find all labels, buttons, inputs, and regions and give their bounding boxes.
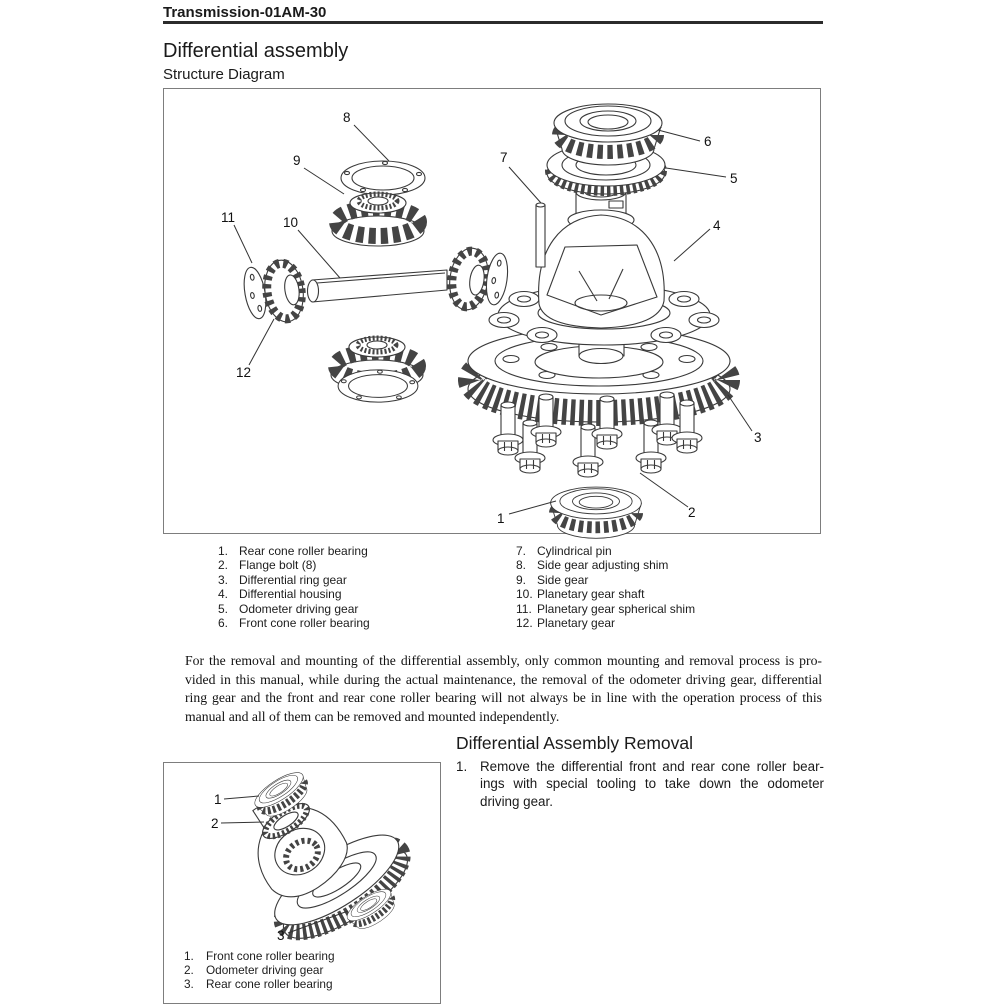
callout-3: 3 xyxy=(754,430,762,445)
callout-11: 11 xyxy=(221,210,236,225)
callout-6: 6 xyxy=(704,134,712,149)
paragraph-line: manual and all of them can be removed and mounted independently. xyxy=(185,709,560,725)
assembled-view-drawing xyxy=(164,763,438,945)
parts-list-right xyxy=(516,544,695,630)
part-12-planetary-gear xyxy=(261,258,307,325)
callout-4: 4 xyxy=(713,218,721,233)
part-8b-side-gear-adjusting-shim xyxy=(338,370,418,402)
list-item: 5. Odometer driving gear xyxy=(218,601,359,616)
page-title: Differential assembly xyxy=(163,40,349,62)
fig2-callout-3: 3 xyxy=(277,928,285,943)
step-text: Remove the differential front and rear cone roller bear- ings with special tooling to take down the odometer driving gear. xyxy=(480,759,824,809)
callout-8: 8 xyxy=(343,110,351,125)
paragraph-line: For the removal and mounting of the differential assembly, only common mounting and removal process is pro- xyxy=(185,653,822,668)
list-item: 3. Differential ring gear xyxy=(218,572,347,587)
list-item: 2. Odometer driving gear xyxy=(184,963,324,977)
callout-10: 10 xyxy=(283,215,299,230)
callout-2: 2 xyxy=(688,505,696,520)
list-item: 11. Planetary gear spherical shim xyxy=(516,601,696,616)
list-item: 8. Side gear adjusting shim xyxy=(516,558,669,573)
part-9-side-gear xyxy=(332,193,424,246)
removal-step-1 xyxy=(456,758,824,810)
callout-1: 1 xyxy=(497,511,505,526)
header-rule xyxy=(163,21,823,24)
part-7-cylindrical-pin xyxy=(536,203,545,267)
callout-9: 9 xyxy=(293,153,301,168)
fig2-parts-list xyxy=(184,949,335,991)
part-10-planetary-gear-shaft xyxy=(308,270,448,302)
part-12b-planetary-gear xyxy=(446,246,492,313)
part-6-front-cone-roller-bearing xyxy=(554,104,662,165)
part-1-rear-cone-roller-bearing xyxy=(551,487,642,538)
list-item: 1. Rear cone roller bearing xyxy=(218,544,368,558)
parts-list-left xyxy=(218,544,370,630)
structure-diagram-figure xyxy=(163,88,821,534)
list-item: 7. Cylindrical pin xyxy=(516,544,612,558)
list-item: 10. Planetary gear shaft xyxy=(516,587,645,602)
doc-code: Transmission-01AM-30 xyxy=(163,4,327,21)
intro-paragraph xyxy=(185,652,822,727)
list-item: 9. Side gear xyxy=(516,572,589,587)
callout-12: 12 xyxy=(236,365,252,380)
removal-heading: Differential Assembly Removal xyxy=(456,733,693,753)
list-item: 6. Front cone roller bearing xyxy=(218,616,370,631)
fig2-callout-2: 2 xyxy=(211,816,219,831)
list-item: 12. Planetary gear xyxy=(516,616,616,631)
list-item: 3. Rear cone roller bearing xyxy=(184,977,333,991)
paragraph-line: vided in this manual, while during the actual maintenance, the removal of the odometer driving gear, differential xyxy=(185,671,822,687)
removal-section xyxy=(456,733,824,810)
callout-7: 7 xyxy=(500,150,508,165)
step-number: 1. xyxy=(456,759,468,774)
section-subtitle: Structure Diagram xyxy=(163,66,285,83)
part-4-differential-housing xyxy=(539,184,665,328)
list-item: 4. Differential housing xyxy=(218,587,342,602)
paragraph-line: ring gear and the front and rear cone roller bearing will not always be in line with the operation process of this xyxy=(185,690,822,706)
exploded-view-drawing xyxy=(164,89,818,531)
list-item: 1. Front cone roller bearing xyxy=(184,949,335,963)
part-8-side-gear-adjusting-shim xyxy=(341,161,425,195)
removal-figure xyxy=(163,762,441,1004)
fig2-callout-1: 1 xyxy=(214,792,222,807)
callout-5: 5 xyxy=(730,171,738,186)
list-item: 2. Flange bolt (8) xyxy=(218,558,317,573)
